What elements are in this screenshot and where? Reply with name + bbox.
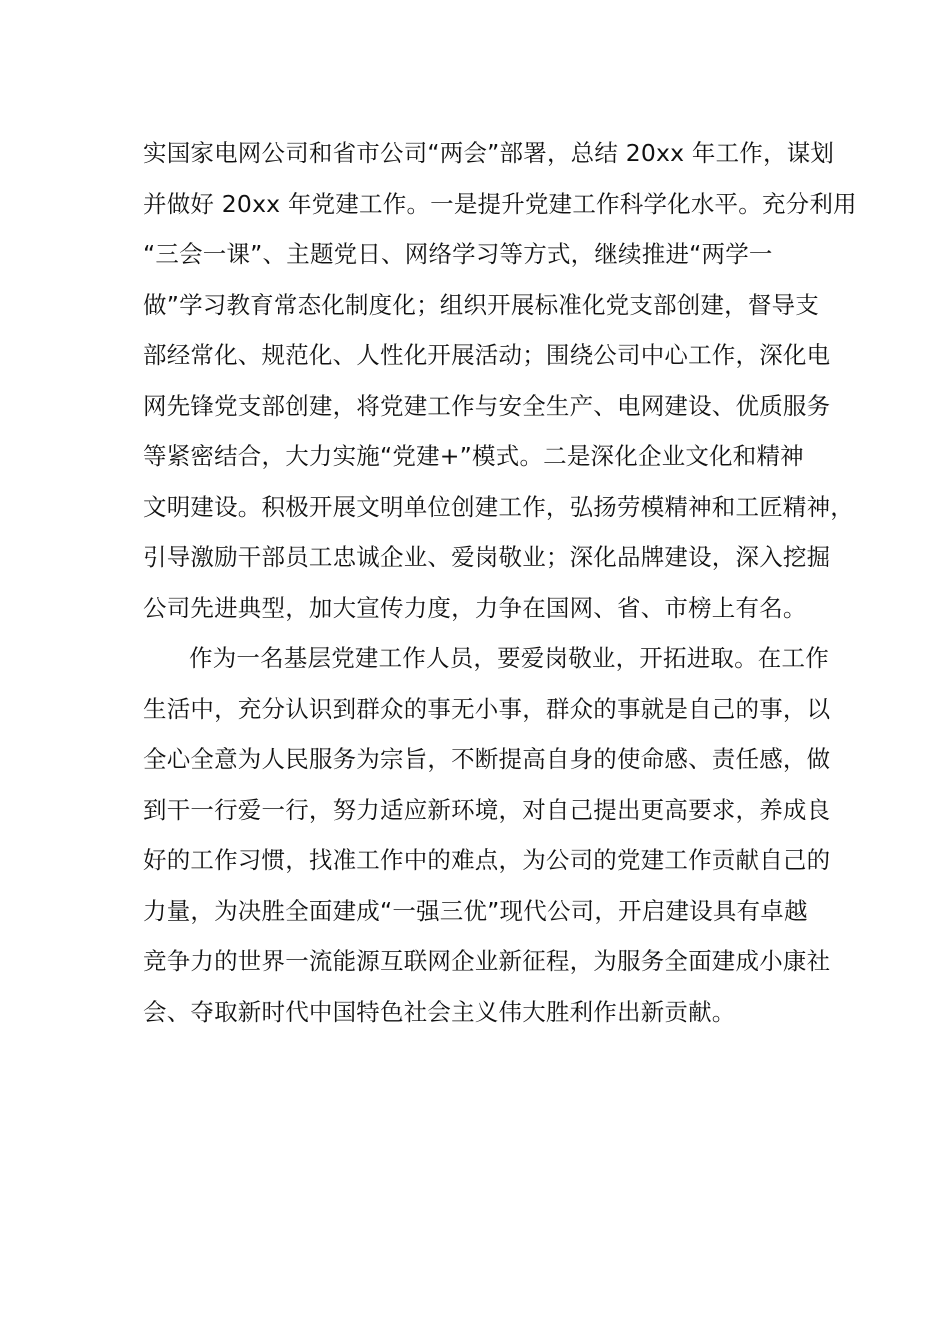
body-text: [143, 128, 857, 1037]
text-line: 生活中，充分认识到群众的事无小事，群众的事就是自己的事，以: [143, 694, 831, 723]
text-line: 做”学习教育常态化制度化；组织开展标准化党支部创建，督导支: [143, 290, 819, 319]
text-line: 公司先进典型，加大宣传力度，力争在国网、省、市榜上有名。: [143, 593, 807, 622]
text-line: 引导激励干部员工忠诚企业、爱岗敬业；深化品牌建设，深入挖掘: [143, 543, 831, 571]
text-line: 到干一行爱一行，努力适应新环境，对自己提出更高要求，养成良: [143, 795, 831, 824]
text-line: 等紧密结合，大力实施“党建+”模式。二是深化企业文化和精神: [143, 442, 804, 470]
text-line: 好的工作习惯，找准工作中的难点，为公司的党建工作贡献自己的: [143, 846, 831, 874]
text-line: 全心全意为人民服务为宗旨，不断提高自身的使命感、责任感，做: [143, 745, 831, 773]
text-line: “三会一课”、主题党日、网络学习等方式，继续推进“两学一: [143, 240, 773, 268]
paragraph-first-line: 作为一名基层党建工作人员，要爱岗敬业，开拓进取。在工作: [189, 644, 829, 672]
text-line: 部经常化、规范化、人性化开展活动；围绕公司中心工作，深化电: [143, 341, 831, 369]
text-line: 并做好 20xx 年党建工作。一是提升党建工作科学化水平。充分利用: [143, 189, 857, 218]
text-line: 竞争力的世界一流能源互联网企业新征程，为服务全面建成小康社: [143, 947, 831, 975]
text-line: 会、夺取新时代中国特色社会主义伟大胜利作出新贡献。: [143, 997, 736, 1026]
text-line: 文明建设。积极开展文明单位创建工作，弘扬劳模精神和工匠精神，: [143, 492, 854, 521]
text-line: 力量，为决胜全面建成“一强三优”现代公司，开启建设具有卓越: [143, 896, 808, 925]
text-line: 网先锋党支部创建，将党建工作与安全生产、电网建设、优质服务: [143, 391, 831, 420]
text-line: 实国家电网公司和省市公司“两会”部署，总结 20xx 年工作，谋划: [143, 139, 835, 167]
